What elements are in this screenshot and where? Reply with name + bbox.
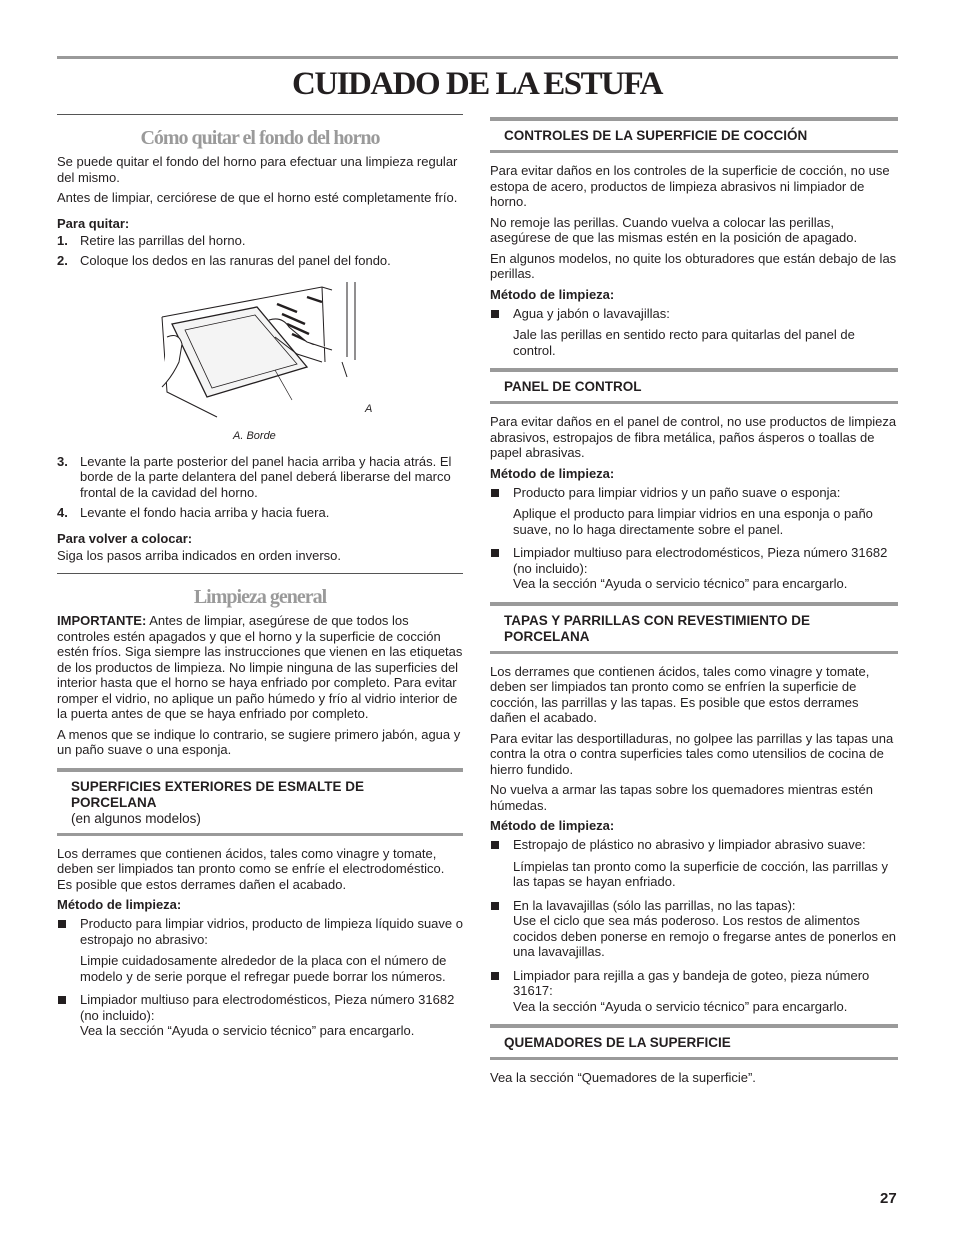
steps-list-a — [57, 233, 463, 269]
subheading-remove: Para quitar: — [57, 215, 130, 231]
bullet-list — [490, 898, 898, 1015]
oven-drawing — [157, 282, 427, 422]
bullet-item: Producto para limpiar vidrios, producto de limpieza líquido suave o estropajo no abrasivo: — [57, 916, 463, 947]
section-title-general-cleaning: Limpieza general — [193, 586, 327, 608]
method-label: Método de limpieza: — [57, 897, 182, 912]
paragraph: Se puede quitar el fondo del horno para efectuar una limpieza regular del mismo. — [57, 154, 458, 185]
bullet-list — [57, 992, 463, 1039]
method-label: Método de limpieza: — [490, 818, 615, 833]
section-title-remove-bottom: Cómo quitar el fondo del horno — [140, 127, 380, 149]
important-label: IMPORTANTE: — [57, 613, 147, 628]
important-paragraph: IMPORTANTE: Antes de limpiar, asegúrese de que todos los controles estén apagados y que el horno y la superficie de cocción estén fríos. Siga siempre las instrucciones que vienen en las etiquetas de los productos de limpieza. No limpie ninguna de las superficies del interior hasta que el horno se haya enfriado por completo. Para evitar romper el vidrio, no aplique un paño húmedo y frío al vidrio interior de la puerta antes de que se haya enfriado por completo. — [57, 613, 463, 721]
step-item: 2. Coloque los dedos en las ranuras del panel del fondo. — [57, 253, 391, 268]
subsection-header-porcelain-caps-grates: TAPAS Y PARRILLAS CON REVESTIMIENTO DE PORCELANA — [490, 602, 898, 654]
left-column — [57, 114, 463, 1045]
bullet-list — [57, 916, 463, 947]
section-rule — [57, 573, 463, 574]
bullet-item: En la lavavajillas (sólo las parrillas, no las tapas): Use el ciclo que sea más poderoso. Los restos de alimentos cocidos deben ponerse en remojo o fregarse antes de ponerlos en una lavavajillas. — [490, 898, 898, 960]
subsection-header-surface-controls: CONTROLES DE LA SUPERFICIE DE COCCIÓN — [490, 117, 898, 153]
bullet-list — [490, 485, 898, 501]
bullet-list — [490, 545, 898, 592]
step-item: 3. Levante la parte posterior del panel hacia arriba y hacia atrás. El borde de la parte delantera del panel deberá liberarse del marco frontal de la cavidad del horno. — [57, 453, 452, 500]
bullet-item: Producto para limpiar vidrios y un paño suave o esponja: — [490, 485, 898, 501]
paragraph: No remoje las perillas. Cuando vuelva a colocar las perillas, asegúrese de que las mismas estén en la posición de apagado. — [490, 214, 858, 245]
figure-caption: A. Borde — [233, 429, 276, 442]
section-rule — [57, 114, 463, 115]
bullet-detail: Limpie cuidadosamente alrededor de la placa con el número de modelo y de serie porque el refregar puede borrar los números. — [80, 953, 447, 984]
page-number: 27 — [880, 1190, 897, 1207]
figure-label-a: A — [365, 402, 373, 415]
subsection-header-control-panel: PANEL DE CONTROL — [490, 368, 898, 404]
paragraph: Antes de limpiar, cerciórese de que el horno esté completamente frío. — [57, 190, 458, 205]
paragraph: A menos que se indique lo contrario, se sugiere primero jabón, agua y un paño suave o una esponja. — [57, 726, 461, 757]
paragraph: Para evitar las desportilladuras, no golpee las parrillas y las tapas una contra la otra o contra superficies tales como utensilios de cocina de hierro fundido. — [490, 730, 894, 777]
bullet-item: Limpiador para rejilla a gas y bandeja de goteo, pieza número 31617: Vea la sección “Ayuda o servicio técnico” para encargarlo. — [490, 968, 898, 1015]
bullet-item: Limpiador multiuso para electrodomésticos, Pieza número 31682 (no incluido): Vea la sección “Ayuda o servicio técnico” para encargarlo. — [57, 992, 463, 1039]
steps-list-b — [57, 454, 463, 521]
subsection-header-porcelain-exterior: SUPERFICIES EXTERIORES DE ESMALTE DE PORCELANA (en algunos modelos) — [57, 768, 463, 836]
method-label: Método de limpieza: — [490, 465, 615, 481]
oven-bottom-illustration — [57, 274, 463, 454]
subheading-reinstall: Para volver a colocar: — [57, 530, 193, 546]
bullet-detail: Jale las perillas en sentido recto para quitarlas del panel de control. — [513, 327, 855, 358]
bullet-detail: Límpielas tan pronto como la superficie de cocción, las parrillas y las tapas se hayan enfriado. — [513, 858, 889, 889]
step-item: 4. Levante el fondo hacia arriba y hacia fuera. — [57, 505, 330, 520]
paragraph: Los derrames que contienen ácidos, tales como vinagre y tomate, deben ser limpiados tan pronto como se enfríen la superficie de cocción, las parrillas y las tapas. Es posible que estos derrames dañen el acabado. — [490, 663, 870, 725]
bullet-item: Limpiador multiuso para electrodomésticos, Pieza número 31682 (no incluido): Vea la sección “Ayuda o servicio técnico” para encargarlo. — [490, 545, 898, 592]
paragraph: Siga los pasos arriba indicados en orden inverso. — [57, 547, 342, 563]
bullet-item: Agua y jabón o lavavajillas: — [490, 306, 898, 322]
paragraph: Vea la sección “Quemadores de la superficie”. — [490, 1070, 756, 1085]
top-rule — [57, 56, 898, 59]
subsection-header-surface-burners: QUEMADORES DE LA SUPERFICIE — [490, 1024, 898, 1060]
paragraph: En algunos modelos, no quite los obturadores que están debajo de las perillas. — [490, 250, 897, 281]
right-column — [490, 114, 898, 1091]
paragraph: Para evitar daños en el panel de control, no use productos de limpieza abrasivos, estropajos de fibra metálica, paños ásperos o toallas de papel abrasivas. — [490, 414, 897, 460]
bullet-item: Estropajo de plástico no abrasivo y limpiador abrasivo suave: — [490, 837, 898, 853]
paragraph: Para evitar daños en los controles de la superficie de cocción, no use estopa de acero, productos de limpieza abrasivos ni limpiador de horno. — [490, 163, 890, 209]
bullet-list — [490, 837, 898, 853]
bullet-list — [490, 306, 898, 322]
method-label: Método de limpieza: — [490, 286, 615, 302]
step-item: 1. Retire las parrillas del horno. — [57, 232, 246, 248]
bullet-detail: Aplique el producto para limpiar vidrios en una esponja o paño suave, no lo haga directamente sobre el panel. — [513, 506, 873, 537]
page-title: CUIDADO DE LA ESTUFA — [291, 66, 663, 102]
paragraph: No vuelva a armar las tapas sobre los quemadores mientras estén húmedas. — [490, 782, 873, 813]
paragraph: Los derrames que contienen ácidos, tales como vinagre y tomate, deben ser limpiados tan pronto como se enfríe el electrodoméstico. Es posible que estos derrames dañen el acabado. — [57, 845, 445, 892]
